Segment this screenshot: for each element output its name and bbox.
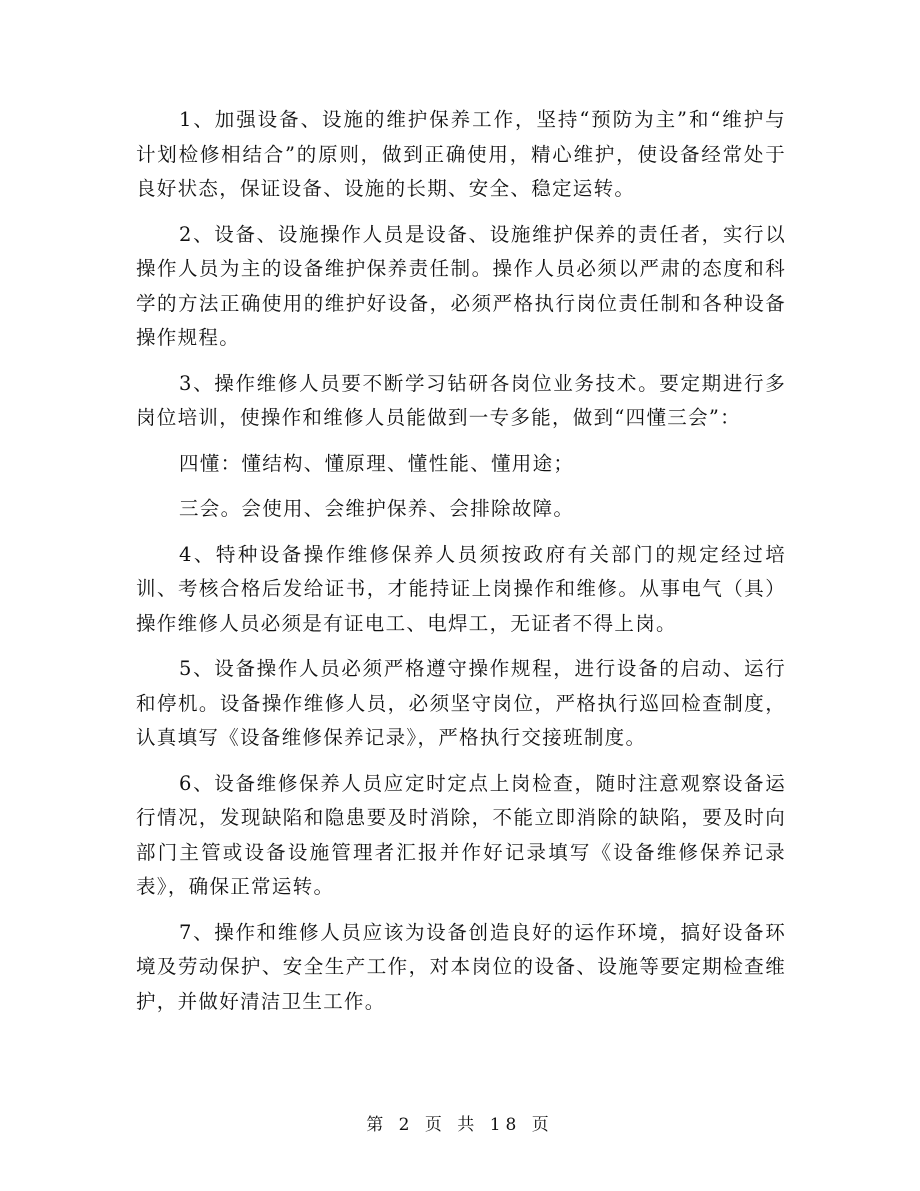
paragraph-6: 6、设备维修保养人员应定时定点上岗检查，随时注意观察设备运行情况，发现缺陷和隐患要及时消除，不能立即消除的缺陷，要及时向部门主管或设备设施管理者汇报并作好记录填写《设备维修保养记录表》，确保正常运转。 — [136, 771, 786, 898]
paragraph-7: 7、操作和维修人员应该为设备创造良好的运作环境，搞好设备环境及劳动保护、安全生产工作，对本岗位的设备、设施等要定期检查维护，并做好清洁卫生工作。 — [136, 920, 786, 1013]
page-number-footer: 第 2 页 共 18 页 — [366, 1115, 554, 1135]
document-body — [136, 103, 786, 1019]
sub-item-three-abilities: 三会。会使用、会维护保养、会排除故障。 — [179, 497, 575, 520]
paragraph-2: 2、设备、设施操作人员是设备、设施维护保养的责任者，实行以操作人员为主的设备维护保养责任制。操作人员必须以严肃的态度和科学的方法正确使用的维护好设备，必须严格执行岗位责任制和各种设备操作规程。 — [136, 222, 786, 349]
paragraph-4: 4、特种设备操作维修保养人员须按政府有关部门的规定经过培训、考核合格后发给证书，才能持证上岗操作和维修。从事电气（具）操作维修人员必须是有证电工、电焊工，无证者不得上岗。 — [136, 542, 786, 635]
sub-item-four-understandings: 四懂：懂结构、懂原理、懂性能、懂用途； — [179, 451, 575, 475]
paragraph-5: 5、设备操作人员必须严格遵守操作规程，进行设备的启动、运行和停机。设备操作维修人员，必须坚守岗位，严格执行巡回检查制度，认真填写《设备维修保养记录》，严格执行交接班制度。 — [136, 657, 786, 749]
paragraph-3: 3、操作维修人员要不断学习钻研各岗位业务技术。要定期进行多岗位培训，使操作和维修人员能做到一专多能，做到“四懂三会”： — [136, 371, 786, 429]
paragraph-1: 1、加强设备、设施的维护保养工作，坚持“预防为主”和“维护与计划检修相结合”的原则，做到正确使用，精心维护，使设备经常处于良好状态，保证设备、设施的长期、安全、稳定运转。 — [136, 108, 786, 200]
